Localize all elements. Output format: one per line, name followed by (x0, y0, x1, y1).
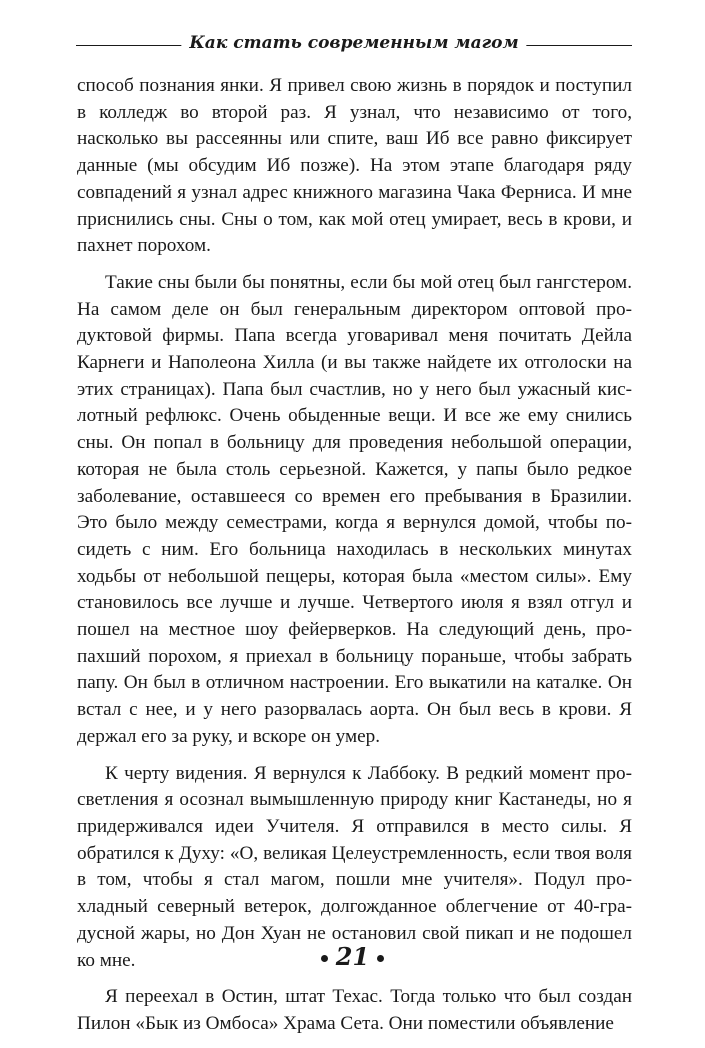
page-number: 21 (335, 942, 370, 971)
paragraph: Я переехал в Остин, штат Техас. Тогда только что был создан Пилон «Бык из Омбоса» Храма Сета. Они поместили объявление (77, 986, 632, 1034)
page-body (77, 73, 632, 1048)
paragraph: Такие сны были бы понятны, если бы мой отец был гангстером. На самом деле он был генеральным директором оптовой продуктовой фирмы. Папа всегда уговаривал меня почитать Дейла Карнеги и Наполеона Хилла (и вы также найдете их отголоски на этих страницах). Папа был счастлив, но у него был ужасный кислотный рефлюкс. Очень обыденные вещи. И все же ему снились сны. Он попал в больницу для проведения небольшой операции, которая не была столь серьезной. Кажется, у папы было редкое заболевание, оставшееся со времен его пребывания в Бразилии. Это было между семестрами, когда я вернулся домой, чтобы посидеть с ним. Его больница находилась в нескольких минутах ходьбы от небольшой пещеры, которая была «местом силы». Ему становилось все лучше и лучше. Четвертого июля я взял отгул и пошел на местное шоу фейерверков. На следующий день, пропахший порохом, я приехал в больницу пораньше, чтобы забрать папу. Он был в отличном настроении. Его выкатили на каталке. Он встал с нее, и у него разорвалась аорта. Он был весь в крови. Я держал его за руку, и вскоре он умер. (77, 271, 632, 747)
paragraph: К черту видения. Я вернулся к Лаббоку. В редкий момент просветления я осознал вымышленную природу книг Кастанеды, но я придерживался идеи Учителя. Я отправился в место силы. Я обратился к Духу: «О, великая Целеустремленность, если твоя воля в том, чтобы я стал магом, пошли мне учителя». Подул прохладный северный ветерок, долгожданное облегчение от 40-градусной жары, но Дон Хуан не остановил свой пикап и не подошел ко мне. (77, 762, 632, 971)
running-title: Как стать современным магом (181, 28, 526, 58)
running-header (76, 28, 632, 62)
paragraph: способ познания янки. Я привел свою жизнь в порядок и поступил в колледж во второй раз. Я узнал, что независимо от того, насколько вы рассеянны или спите, ваш Иб все равно фиксирует данные (мы обсудим Иб позже). На этом этапе благодаря ряду совпадений я узнал адрес книжного магазина Чака Ферниса. И мне приснились сны. Сны о том, как мой отец умирает, весь в крови, и пахнет порохом. (77, 75, 632, 257)
footer-dot-right (377, 955, 384, 962)
page-footer (0, 942, 705, 972)
footer-dot-left (321, 955, 328, 962)
